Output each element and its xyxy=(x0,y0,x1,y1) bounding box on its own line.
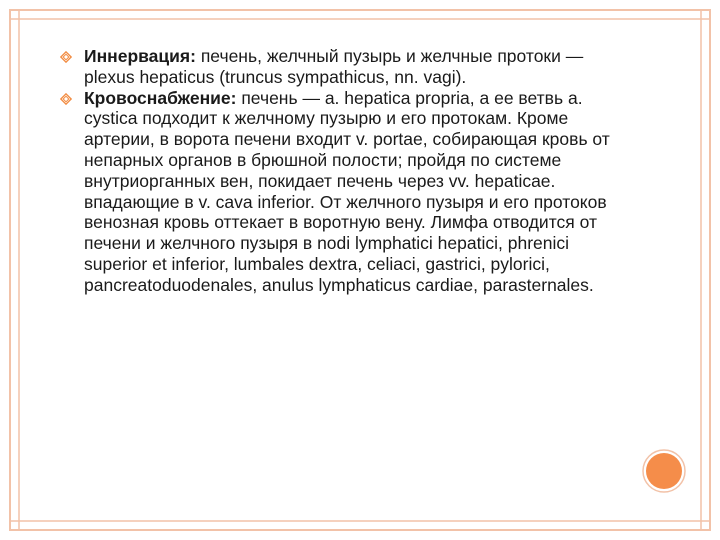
diamond-bullet-icon xyxy=(60,93,72,105)
item-label: Кровоснабжение: xyxy=(84,87,237,108)
list-item-innervation xyxy=(60,46,620,88)
bullet-list xyxy=(60,46,620,296)
diamond-bullet-icon xyxy=(60,51,72,63)
decorative-circle-icon xyxy=(642,449,686,493)
item-text: печень — a. hepatica propria, а ее ветвь a. cystica подходит к желчному пузырю и его протокам. Кроме артерии, в ворота печени входит v. portae, собирающая кровь от непарных органов в брюшной полости; пройдя по системе внутриорганных вен, покидает печень через vv. hepaticae. впадающие в v. cava inferior. От желчного пузыря и его протоков венозная кровь оттекает в воротную вену. Лимфа отводится от печени и желчного пузыря в nodi lymphatici hepatici, phrenici superior et inferior, lumbales dextra, celiaci, gastrici, pylorici, pancreatoduodenales, anulus lymphaticus cardiae, parasternales. xyxy=(84,87,610,295)
item-text: печень, желчный пузырь и желчные протоки — plexus hepaticus (truncus sympathicus, nn. vagi). xyxy=(84,46,584,87)
item-label: Иннервация: xyxy=(84,46,196,66)
list-item-blood-supply xyxy=(60,88,620,296)
